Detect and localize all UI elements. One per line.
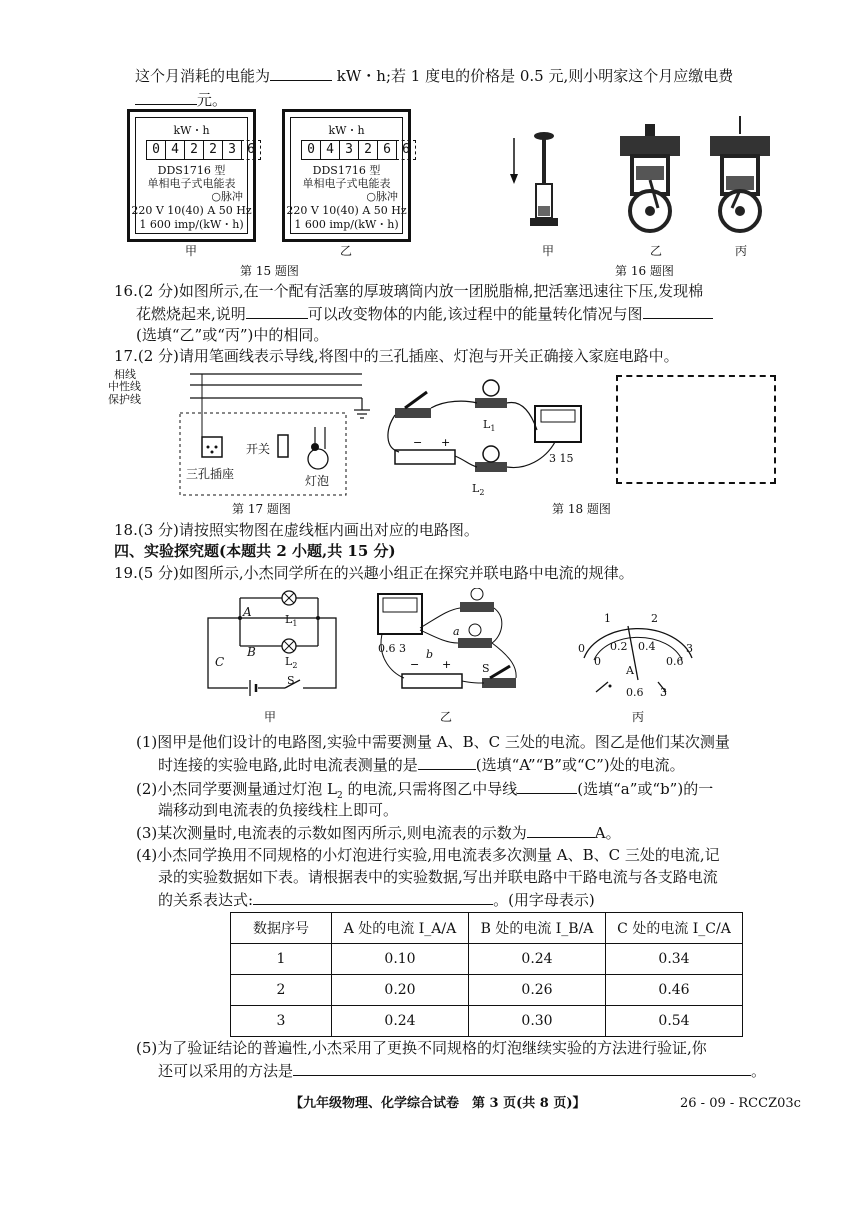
bulb-l1-icon bbox=[460, 602, 494, 612]
q19-p5-blank[interactable] bbox=[293, 1059, 751, 1076]
bulb-icon bbox=[308, 449, 328, 469]
q19-p1-blank[interactable] bbox=[418, 753, 476, 770]
q19-p4-line1: (4)小杰同学换用不同规格的小灯泡进行实验,用电流表多次测量 A、B、C 三处的电流,记 bbox=[136, 846, 720, 864]
q16-caption: 第 16 题图 bbox=[615, 264, 674, 278]
q15-caption: 第 15 题图 bbox=[240, 264, 299, 278]
meter-yi-name: 单相电子式电能表 bbox=[302, 177, 391, 190]
q19-p5-line2: 还可以采用的方法是 。 bbox=[158, 1059, 766, 1082]
dial-term-3: 3 bbox=[660, 686, 667, 699]
ammeter-terminals: 0.6 3 bbox=[378, 642, 406, 655]
meter-yi-model: DDS1716 型 bbox=[312, 164, 381, 177]
svg-text:−: − bbox=[413, 436, 423, 449]
meter-yi-digits: 0 4 3 2 6 6 bbox=[302, 140, 416, 160]
wire-ground-label: 保护线 bbox=[108, 393, 141, 406]
wire-b-label: b bbox=[426, 648, 434, 661]
meter-yi-spec: 220 V 10(40) A 50 Hz bbox=[286, 204, 407, 217]
q19-p3: (3)某次测量时,电流表的示数如图丙所示,则电流表的示数为 A。 bbox=[136, 821, 621, 844]
dial-scale-06: 0.6 bbox=[666, 655, 684, 668]
q19-p4-blank[interactable] bbox=[253, 888, 493, 905]
q19-p2-line2: 端移动到电流表的负接线柱上即可。 bbox=[158, 801, 399, 819]
wire-a-label: a bbox=[453, 625, 460, 638]
q19-p3-blank[interactable] bbox=[527, 821, 595, 838]
meter-jia-model: DDS1716 型 bbox=[157, 164, 226, 177]
table-cell: 0.24 bbox=[469, 944, 606, 975]
q17-text: 17.(2 分)请用笔画线表示导线,将图中的三孔插座、灯泡与开关正确接入家庭电路中。 bbox=[114, 347, 679, 365]
engine-yi-icon bbox=[620, 124, 680, 231]
q18-l1-label: $L_1$ bbox=[483, 418, 496, 434]
q16-label-bing: 丙 bbox=[735, 244, 748, 258]
q16-label-yi: 乙 bbox=[650, 244, 663, 258]
dial-end-0: 0 bbox=[578, 642, 585, 655]
q19-p5-line1: (5)为了验证结论的普遍性,小杰采用了更换不同规格的灯泡继续实验的方法进行验证,你 bbox=[136, 1039, 707, 1057]
q16-line1: 16.(2 分)如图所示,在一个配有活塞的厚玻璃筒内放一团脱脂棉,把活塞迅速往下压,发现棉 bbox=[114, 282, 704, 300]
footer-title: 【九年级物理、化学综合试卷 第 3 页(共 8 页)】 bbox=[290, 1096, 586, 1111]
q16-line3: (选填“乙”或“丙”)中的相同。 bbox=[136, 326, 329, 344]
svg-text:+: + bbox=[441, 436, 451, 449]
meter-yi bbox=[282, 109, 411, 242]
q18-l2-label: $L_2$ bbox=[472, 482, 485, 498]
q18-meter-terminals: 3 15 bbox=[549, 452, 574, 465]
q16-figure bbox=[500, 108, 800, 243]
q17-figure bbox=[140, 365, 380, 500]
wire-live-label: 相线 bbox=[114, 368, 136, 381]
meter-jia-pulse: ○脉冲 bbox=[211, 190, 243, 203]
dial-end-3: 3 bbox=[686, 642, 693, 655]
table-cell: 0.20 bbox=[332, 975, 469, 1006]
q19-p2-line1: (2)小杰同学要测量通过灯泡 $L_2$ 的电流,只需将图乙中导线 (选填“a”或“b”)的一 bbox=[136, 777, 713, 807]
current-data-table bbox=[230, 912, 743, 1037]
table-cell: 0.30 bbox=[469, 1006, 606, 1037]
meter-yi-unit: kW・h bbox=[328, 124, 365, 137]
svg-text:+: + bbox=[442, 658, 452, 671]
switch-icon bbox=[278, 435, 288, 457]
meter-jia-spec: 220 V 10(40) A 50 Hz bbox=[131, 204, 252, 217]
q19-text: 19.(5 分)如图所示,小杰同学所在的兴趣小组正在探究并联电路中电流的规律。 bbox=[114, 564, 634, 582]
svg-text:−: − bbox=[410, 658, 420, 671]
table-cell: 0.10 bbox=[332, 944, 469, 975]
dial-scale-04: 0.4 bbox=[638, 640, 656, 653]
meter-yi-label: 乙 bbox=[340, 244, 353, 258]
q15-line1: 这个月消耗的电能为 kW・h;若 1 度电的价格是 0.5 元,则小明家这个月应缴电费 bbox=[135, 64, 733, 87]
dial-top-1: 1 bbox=[604, 612, 611, 625]
footer-code: 26 - 09 - RCCZ03c bbox=[680, 1096, 801, 1111]
meter-jia-digits: 0 4 2 2 3 6 bbox=[147, 140, 261, 160]
point-b-label: B bbox=[247, 645, 256, 659]
meter-yi-pulse: ○脉冲 bbox=[366, 190, 398, 203]
table-cell: 0.34 bbox=[606, 944, 743, 975]
q19-fig-jia bbox=[200, 588, 350, 698]
s-label: S bbox=[287, 674, 295, 687]
meter-yi-imp: 1 600 imp/(kW・h) bbox=[294, 218, 399, 231]
switch-label: 开关 bbox=[246, 442, 271, 456]
l2-label: $L_2$ bbox=[285, 655, 298, 671]
table-cell: 0.24 bbox=[332, 1006, 469, 1037]
section-heading: 四、实验探究题(本题共 2 小题,共 15 分) bbox=[114, 542, 396, 560]
table-header: C 处的电流 I_C/A bbox=[606, 913, 743, 944]
socket-label: 三孔插座 bbox=[186, 467, 235, 481]
l1-label: $L_1$ bbox=[285, 613, 298, 629]
meter-jia-imp: 1 600 imp/(kW・h) bbox=[139, 218, 244, 231]
q17-caption: 第 17 题图 bbox=[232, 502, 291, 516]
socket-icon bbox=[202, 437, 222, 457]
bulb-l1-icon bbox=[475, 398, 507, 408]
q15-line2: 元。 bbox=[135, 88, 227, 111]
wire-neutral-label: 中性线 bbox=[108, 380, 141, 393]
yi-s-label: S bbox=[482, 662, 490, 675]
bulb-label: 灯泡 bbox=[305, 474, 330, 488]
q19-p2-blank[interactable] bbox=[517, 777, 577, 794]
q19-p1-line2: 时连接的实验电路,此时电流表测量的是 (选填“A”“B”或“C”)处的电流。 bbox=[158, 753, 685, 776]
q18-caption: 第 18 题图 bbox=[552, 502, 611, 516]
q19-bing-label: 丙 bbox=[632, 710, 645, 724]
bulb-l2-icon bbox=[458, 638, 492, 648]
dial-scale-02: 0.2 bbox=[610, 640, 628, 653]
table-row bbox=[231, 975, 743, 1006]
table-cell: 3 bbox=[231, 1006, 332, 1037]
table-cell: 0.26 bbox=[469, 975, 606, 1006]
q18-text: 18.(3 分)请按照实物图在虚线框内画出对应的电路图。 bbox=[114, 521, 479, 539]
q16-line2: 花燃烧起来,说明 可以改变物体的内能,该过程中的能量转化情况与图 bbox=[136, 302, 713, 325]
battery-icon bbox=[395, 450, 455, 464]
meter-jia-unit: kW・h bbox=[173, 124, 210, 137]
dial-scale-0: 0 bbox=[594, 655, 601, 668]
q16-blank2[interactable] bbox=[643, 302, 713, 319]
table-cell: 1 bbox=[231, 944, 332, 975]
dial-top-2: 2 bbox=[651, 612, 658, 625]
meter-jia-name: 单相电子式电能表 bbox=[147, 177, 236, 190]
q19-p4-line2: 录的实验数据如下表。请根据表中的实验数据,写出并联电路中干路电流与各支路电流 bbox=[158, 868, 718, 886]
table-header: 数据序号 bbox=[231, 913, 332, 944]
table-header-row bbox=[231, 913, 743, 944]
engine-bing-icon bbox=[710, 116, 770, 231]
table-header: A 处的电流 I_A/A bbox=[332, 913, 469, 944]
battery-icon bbox=[402, 674, 462, 688]
point-c-label: C bbox=[215, 655, 225, 669]
table-row bbox=[231, 944, 743, 975]
bulb-l2-icon bbox=[475, 462, 507, 472]
table-header: B 处的电流 I_B/A bbox=[469, 913, 606, 944]
q16-label-jia: 甲 bbox=[542, 244, 555, 258]
q18-answer-box[interactable] bbox=[616, 375, 776, 484]
table-cell: 2 bbox=[231, 975, 332, 1006]
meter-jia bbox=[127, 109, 256, 242]
meter-jia-label: 甲 bbox=[185, 244, 198, 258]
q16-blank1[interactable] bbox=[246, 302, 308, 319]
q15-fee-blank[interactable] bbox=[135, 88, 197, 105]
switch-icon bbox=[482, 678, 516, 688]
point-a-label: A bbox=[243, 605, 252, 619]
dial-letter-a: A bbox=[626, 664, 634, 677]
q19-yi-label: 乙 bbox=[440, 710, 453, 724]
table-cell: 0.46 bbox=[606, 975, 743, 1006]
q19-p1-line1: (1)图甲是他们设计的电路图,实验中需要测量 A、B、C 三处的电流。图乙是他们某次测量 bbox=[136, 733, 730, 751]
dial-term-06: 0.6 bbox=[626, 686, 644, 699]
q19-jia-label: 甲 bbox=[264, 710, 277, 724]
table-cell: 0.54 bbox=[606, 1006, 743, 1037]
q15-energy-blank[interactable] bbox=[270, 64, 332, 81]
table-row bbox=[231, 1006, 743, 1037]
switch-icon bbox=[395, 408, 431, 418]
q19-p4-line3: 的关系表达式: 。(用字母表示) bbox=[158, 888, 595, 911]
